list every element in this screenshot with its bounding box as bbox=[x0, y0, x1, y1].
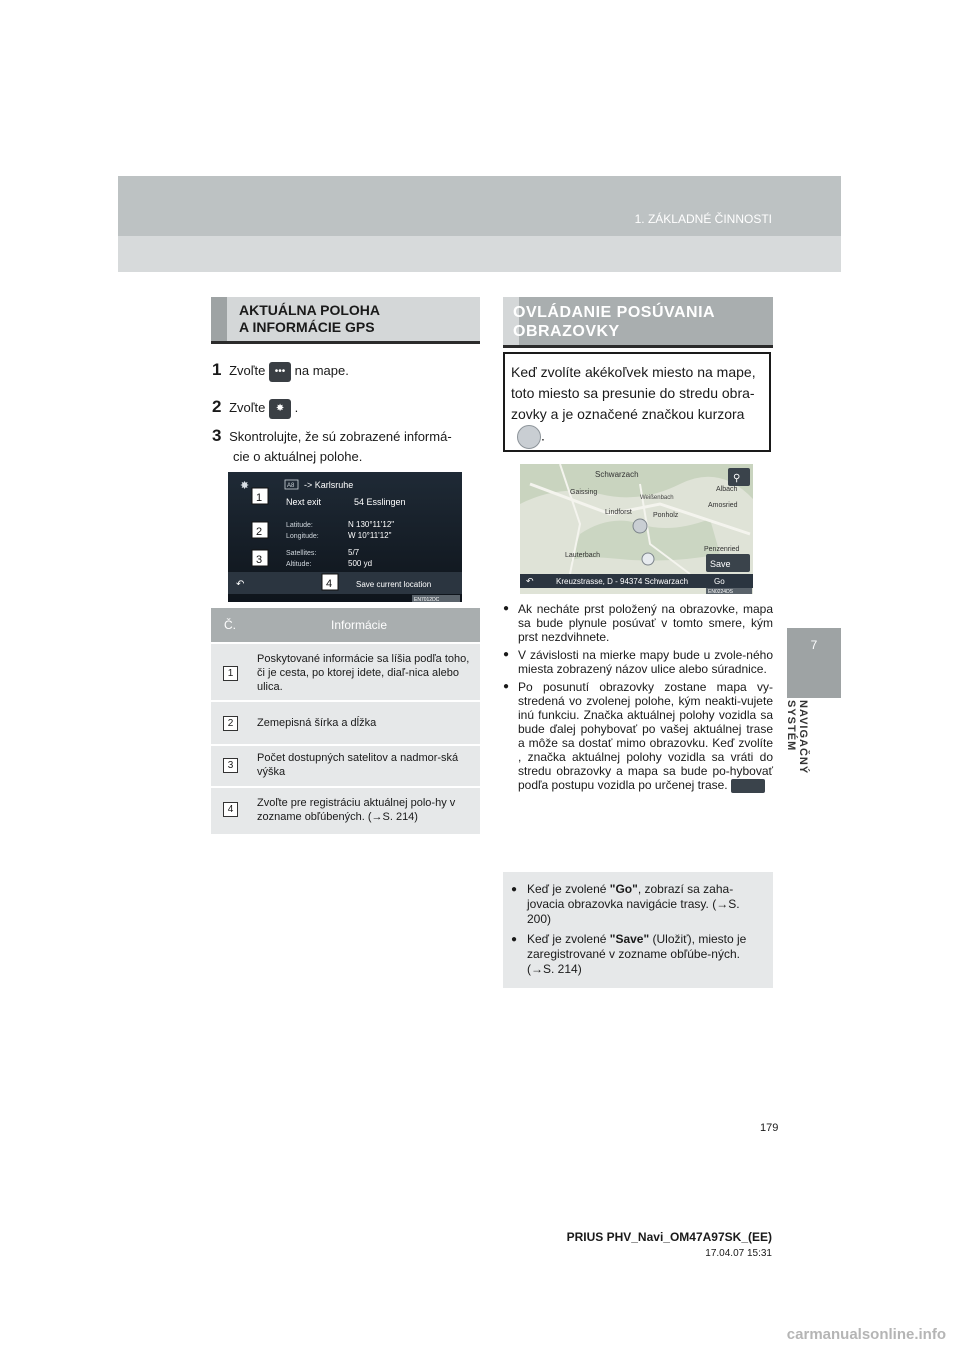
chapter-number: 7 bbox=[810, 638, 818, 652]
altitude-label: Altitude: bbox=[286, 561, 312, 568]
chapter-tab bbox=[787, 628, 841, 698]
longitude-label: Longitude: bbox=[286, 533, 319, 540]
list-item: ● Keď je zvolené "Save" (Uložiť), miesto je zaregistrované v zozname obľúbe-ných. (→S. 214) bbox=[503, 932, 765, 977]
gps-info-screen bbox=[228, 472, 462, 602]
callout-4 bbox=[322, 574, 338, 590]
footer-date: 17.04.07 15:31 bbox=[705, 1248, 772, 1259]
step-3: 3 Skontrolujte, že sú zobrazené informá- cie o aktuálnej polohe. bbox=[212, 426, 452, 464]
note-box bbox=[503, 872, 773, 988]
map-go-button: Go bbox=[714, 577, 725, 586]
list-item: ● Keď je zvolené "Go", zobrazí sa zaha-jovacia obrazovka navigácie trasy. (→S. 200) bbox=[503, 882, 765, 927]
section-title-scroll: OVLÁDANIE POSÚVANIA OBRAZOVKY bbox=[513, 304, 716, 340]
svg-text:Amosried: Amosried bbox=[708, 502, 738, 509]
page-number: 179 bbox=[760, 1122, 779, 1134]
next-exit-value: 54 Esslingen bbox=[354, 497, 406, 507]
step-2: 2 Zvoľte ✸ . bbox=[212, 397, 298, 419]
step-1: 1 Zvoľte ••• na mape. bbox=[212, 360, 349, 382]
header-bar bbox=[118, 176, 841, 236]
svg-text:Penzenried: Penzenried bbox=[704, 546, 740, 553]
back-icon: ↶ bbox=[236, 579, 245, 590]
screen-code: EN7012DC bbox=[414, 597, 440, 602]
chapter-title: 1. ZÁKLADNÉ ČINNOSTI bbox=[634, 212, 772, 226]
table-row: 3 Počet dostupných satelitov a nadmor-ská výška bbox=[211, 744, 480, 786]
intro-text-box: Keď zvolíte akékoľvek miesto na mape, toto miesto sa presunie do stredu obra-zovky a je označené značkou kurzora . bbox=[503, 352, 771, 452]
map-code: EN0224DS bbox=[708, 589, 734, 594]
svg-text:Ponholz: Ponholz bbox=[653, 512, 679, 519]
header-subbar bbox=[118, 236, 841, 272]
map-zoom-icon: ⚲ bbox=[733, 473, 741, 484]
svg-text:3: 3 bbox=[256, 554, 263, 566]
info-table bbox=[211, 608, 480, 834]
svg-text:4: 4 bbox=[326, 578, 333, 590]
scroll-bullets bbox=[503, 602, 773, 797]
callout-3 bbox=[252, 550, 268, 566]
destination-text: -> Karlsruhe bbox=[304, 480, 354, 490]
svg-text:1: 1 bbox=[256, 492, 263, 504]
footer-model: PRIUS PHV_Navi_OM47A97SK_(EE) bbox=[566, 1230, 772, 1244]
map-back-icon: ↶ bbox=[526, 576, 534, 586]
longitude-value: W 10°11'12" bbox=[348, 531, 392, 540]
section-heading-gps bbox=[211, 297, 480, 344]
gps-screen-icon: ✸ bbox=[240, 480, 250, 492]
next-exit-label: Next exit bbox=[286, 497, 322, 507]
list-item: ● Po posunutí obrazovky zostane mapa vy-stredená vo zvolenej polohe, kým neakti-vujete inú funkciu. Značka aktuálnej polohy vozidla sa bude ďalej pohybovať po vašej aktuálnej trase a môže sa dostať mimo obrazovku. Keď zvolíte , značka aktuálnej polohy vozidla sa vráti do stredu obrazovky a mapa sa bude po-hybovať podľa postupu vozidla po určenej trase. bbox=[503, 680, 773, 793]
list-item: ● Ak necháte prst položený na obrazovke, mapa sa bude plynule posúvať v tomto smere, kým prst nezdvihnete. bbox=[503, 602, 773, 644]
chapter-side-label: NAVIGAČNÝ SYSTÉM bbox=[785, 700, 809, 775]
table-row: 2 Zemepisná šírka a dĺžka bbox=[211, 700, 480, 744]
gps-icon: ✸ bbox=[269, 399, 291, 419]
heading-marker bbox=[211, 297, 227, 341]
map-save-button: Save bbox=[710, 559, 731, 569]
table-row: 1 Poskytované informácie sa líšia podľa toho, či je cesta, po ktorej idete, diaľ-nica alebo ulica. bbox=[211, 642, 480, 700]
map-address: Kreuzstrasse, D - 94374 Schwarzach bbox=[556, 577, 689, 586]
watermark: carmanualsonline.info bbox=[786, 1326, 946, 1343]
svg-text:Lauterbach: Lauterbach bbox=[565, 552, 601, 559]
svg-text:Albach: Albach bbox=[716, 486, 738, 493]
svg-text:2: 2 bbox=[256, 526, 263, 538]
section-heading-scroll bbox=[503, 297, 773, 348]
altitude-value: 500 yd bbox=[348, 559, 373, 568]
satellites-label: Satellites: bbox=[286, 550, 317, 557]
table-header: Č. Informácie bbox=[211, 608, 480, 642]
map-scroll-screen bbox=[520, 464, 753, 594]
more-icon: ••• bbox=[269, 362, 291, 382]
svg-text:Lindforst: Lindforst bbox=[605, 509, 632, 516]
callout-2 bbox=[252, 522, 268, 538]
list-item: ● V závislosti na mierke mapy bude u zvole-ného miesta zobrazený názov ulice alebo súradnice. bbox=[503, 648, 773, 676]
svg-text:Weißenbach: Weißenbach bbox=[640, 495, 674, 501]
satellites-value: 5/7 bbox=[348, 548, 360, 557]
save-location-text: Save current location bbox=[356, 580, 432, 589]
section-title-gps: AKTUÁLNA POLOHA A INFORMÁCIE GPS bbox=[239, 302, 381, 335]
latitude-value: N 130°11'12" bbox=[348, 520, 395, 529]
road-badge: A8 bbox=[287, 483, 295, 489]
cursor-icon bbox=[517, 425, 541, 449]
table-row: 4 Zvoľte pre registráciu aktuálnej polo-hy v zozname obľúbených. (→S. 214) bbox=[211, 786, 480, 834]
svg-text:Schwarzach: Schwarzach bbox=[595, 470, 639, 479]
back-button-icon bbox=[731, 779, 765, 793]
callout-1 bbox=[252, 488, 268, 504]
svg-text:Gaissing: Gaissing bbox=[570, 489, 598, 496]
latitude-label: Latitude: bbox=[286, 522, 313, 529]
